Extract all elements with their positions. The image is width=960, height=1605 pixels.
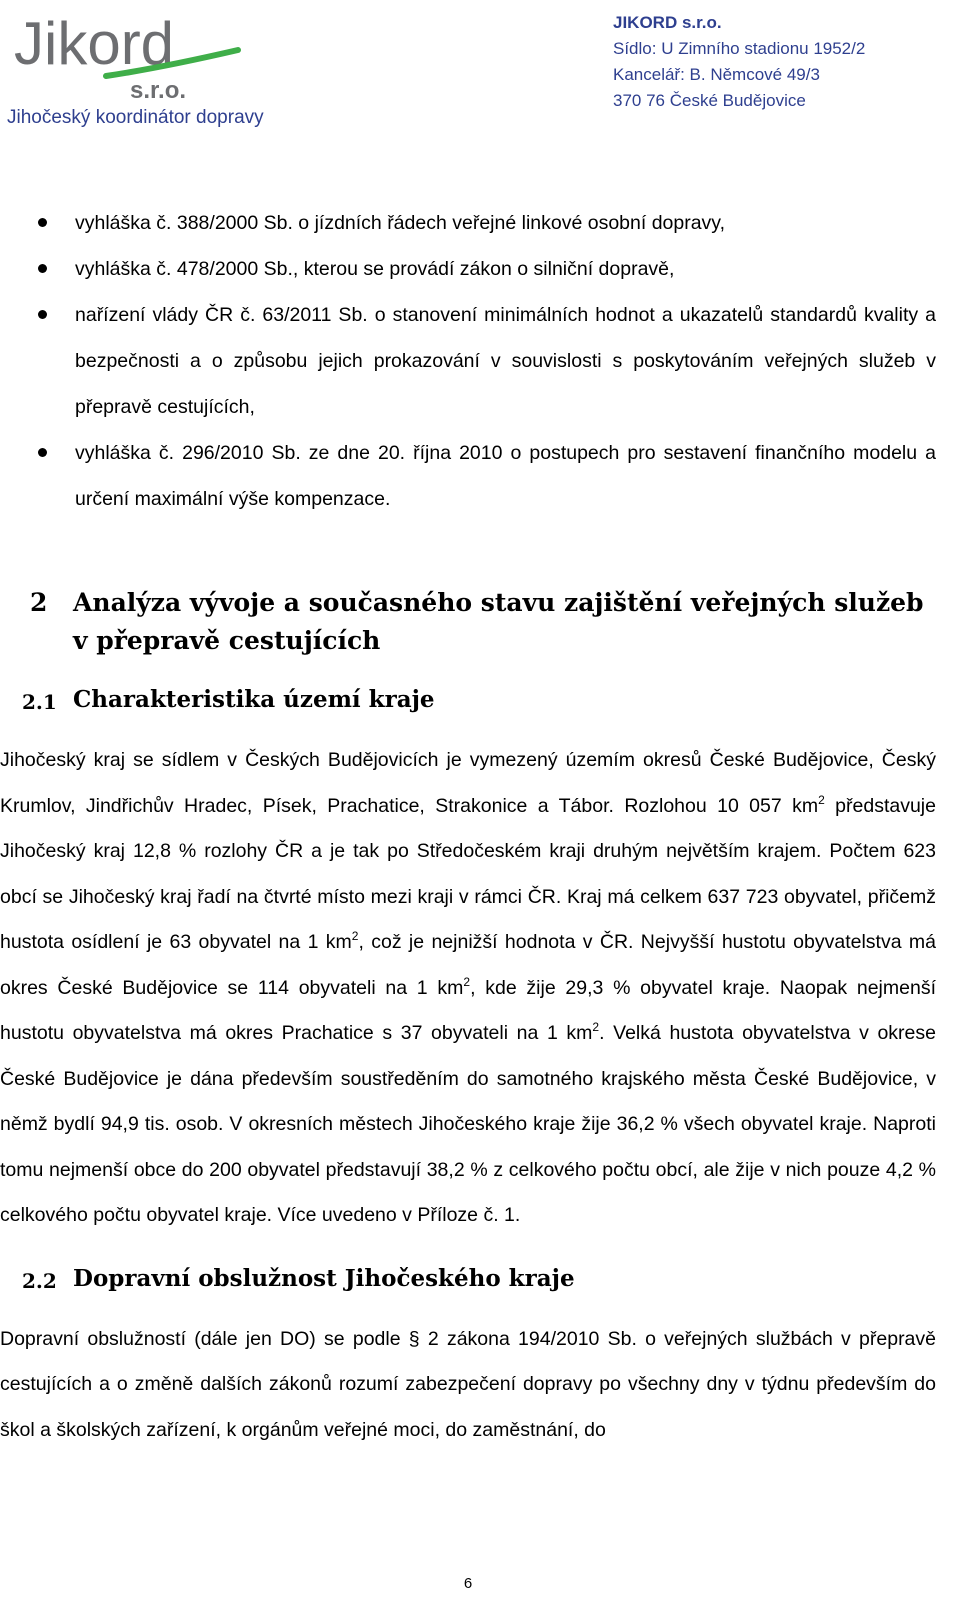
page-header (0, 0, 960, 150)
section-title: Dopravní obslužnost Jihočeského kraje (73, 1264, 575, 1292)
list-item: vyhláška č. 388/2000 Sb. o jízdních řádech veřejné linkové osobní dopravy, (0, 200, 936, 246)
logo-tagline: Jihočeský koordinátor dopravy (7, 107, 264, 128)
section-title: Charakteristika území kraje (73, 686, 435, 713)
list-item: nařízení vlády ČR č. 63/2011 Sb. o stanovení minimálních hodnot a ukazatelů standardů kvality a bezpečnosti a o způsobu jejich prokazování v souvislosti s poskytováním veřejných služeb v přepravě cestujících, (0, 292, 936, 430)
page-content (0, 200, 936, 1453)
company-address-block (613, 10, 865, 114)
bullet-icon (38, 448, 47, 457)
section-heading-2 (0, 584, 936, 660)
company-address-line: Kancelář: B. Němcové 49/3 (613, 65, 820, 84)
bullet-icon (38, 264, 47, 273)
logo-subtext: s.r.o. (130, 77, 187, 102)
paragraph-transport-service: Dopravní obslužností (dále jen DO) se podle § 2 zákona 194/2010 Sb. o veřejných službách v přepravě cestujících a o změně dalších zákonů rozumí zabezpečení dopravy po všechny dny v týdnu především do škol a školských zařízení, k orgánům veřejné moci, do zaměstnání, do (0, 1327, 936, 1441)
section-number: 2.1 (22, 690, 57, 714)
paragraph-territory: Jihočeský kraj se sídlem v Českých Budějovicích je vymezený územím okresů České Budějovice, Český Krumlov, Jindřichův Hradec, Písek, Prachatice, Strakonice a Tábor. Rozlohou 10 057 $km^2$ představuje Jihočeský kraj 12,8 % rozlohy ČR a je tak po Středočeském kraji druhým největším krajem. Počtem 623 obcí se Jihočeský kraj řadí na čtvrté místo mezi kraji v rámci ČR. Kraj má celkem 637 723 obyvatel, přičemž hustota osídlení je 63 obyvatel na 1 $km^2$, což je nejnižší hodnota v ČR. Nejvyšší hustotu obyvatelstva má okres České Budějovice se 114 obyvateli na 1 $km^2$, kde žije 29,3 % obyvatel kraje. Naopak nejmenší hustotu obyvatelstva má okres Prachatice s 37 obyvateli na 1 $km^2$. Velká hustota obyvatelstva v okrese České Budějovice je dána především soustředěním do samotného krajského města České Budějovice, v němž bydlí 94,9 tis. osob. V okresních městech Jihočeského kraje žije 36,2 % všech obyvatel kraje. Naproti tomu nejmenší obce do 200 obyvatel představují 38,2 % z celkového počtu obcí, ale žije v nich pouze 4,2 % celkového počtu obyvatel kraje. Více uvedeno v Příloze č. 1. (0, 749, 936, 1226)
list-item: vyhláška č. 478/2000 Sb., kterou se provádí zákon o silniční dopravě, (0, 246, 936, 292)
section-heading-2-1 (0, 684, 936, 716)
section-number: 2.2 (22, 1268, 57, 1293)
bullet-icon (38, 218, 47, 227)
section-title: Analýza vývoje a současného stavu zajištění veřejných služeb v přepravě cestujících (73, 588, 924, 655)
list-item: vyhláška č. 296/2010 Sb. ze dne 20. října 2010 o postupech pro sestavení finančního modelu a určení maximální výše kompenzace. (0, 430, 936, 522)
bullet-icon (38, 310, 47, 319)
page-number: 6 (463, 1575, 473, 1592)
logo-text: Jikord (14, 10, 175, 77)
section-number: 2 (30, 588, 48, 617)
company-name: JIKORD s.r.o. (613, 13, 722, 32)
company-address-line: 370 76 České Budějovice (613, 91, 806, 110)
company-address-line: Sídlo: U Zimního stadionu 1952/2 (613, 39, 866, 58)
jikord-logo (10, 6, 250, 102)
section-heading-2-2 (0, 1263, 936, 1295)
legislation-list (0, 200, 936, 522)
